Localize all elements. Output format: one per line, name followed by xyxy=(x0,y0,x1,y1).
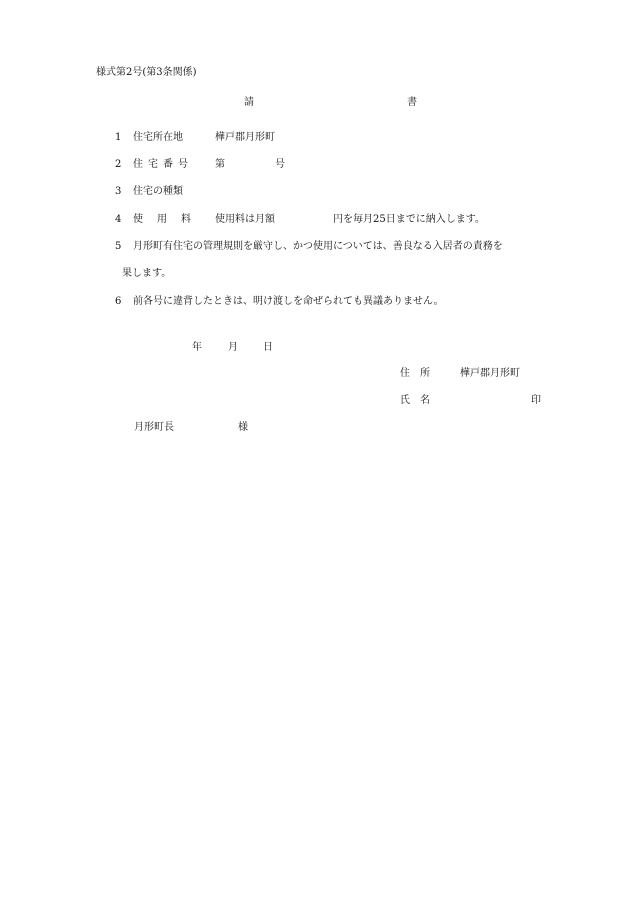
item-6-text: 前各号に違背したときは、明け渡しを命ぜられても異議ありません。 xyxy=(133,296,444,307)
item-3-label: 住宅の種類 xyxy=(133,186,183,197)
item-2-label: 住宅番号 xyxy=(133,159,193,170)
seal-mark: 印 xyxy=(531,395,541,406)
item-5-text-line-2: 果します。 xyxy=(122,268,172,279)
item-4-value-b: 円を毎月25日までに納入します。 xyxy=(333,214,485,225)
signer-address-value: 樺戸郡月形町 xyxy=(460,368,520,379)
date-day: 日 xyxy=(263,342,273,353)
item-3-number: 3 xyxy=(115,186,122,197)
form-label: 様式第2号(第3条関係) xyxy=(96,67,197,78)
signer-address-label: 住 所 xyxy=(400,368,430,379)
addressee-title: 月形町長 xyxy=(134,422,174,433)
item-2-value-suffix: 号 xyxy=(275,159,285,170)
title-char-2: 書 xyxy=(407,97,417,108)
item-4-value-a: 使用料は月額 xyxy=(215,214,275,225)
item-5-text-line-1: 月形町有住宅の管理規則を厳守し、かつ使用については、善良なる入居者の責務を xyxy=(133,241,503,252)
item-1-value: 樺戸郡月形町 xyxy=(215,132,275,143)
title-char-1: 請 xyxy=(244,97,254,108)
signer-name-label: 氏 名 xyxy=(400,395,430,406)
item-4-label: 使用料 xyxy=(133,214,205,225)
date-year: 年 xyxy=(192,342,202,353)
item-6-number: 6 xyxy=(115,296,122,307)
item-4-number: 4 xyxy=(115,214,122,225)
item-5-number: 5 xyxy=(115,241,122,252)
addressee-honorific: 様 xyxy=(238,422,248,433)
item-1-label: 住宅所在地 xyxy=(133,132,183,143)
item-1-number: 1 xyxy=(115,132,122,143)
item-2-value-prefix: 第 xyxy=(215,159,225,170)
date-month: 月 xyxy=(228,342,238,353)
item-2-number: 2 xyxy=(115,159,122,170)
